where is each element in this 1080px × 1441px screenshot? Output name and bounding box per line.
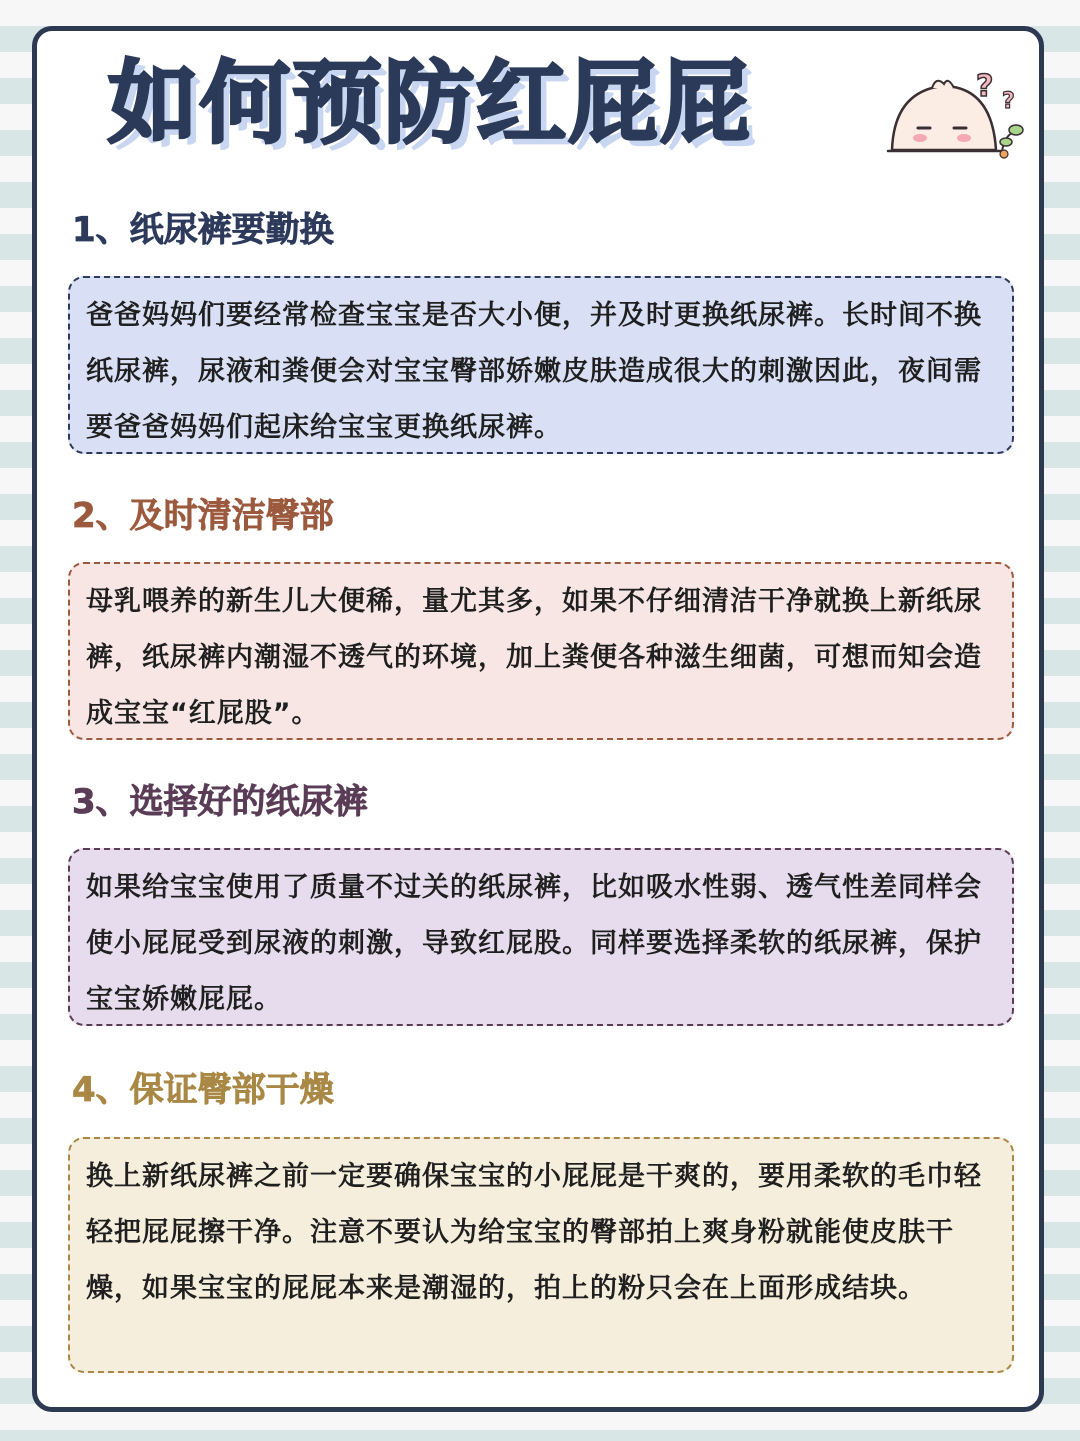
page-title: 如何预防红屁屁: [108, 51, 752, 156]
section-2-body: 母乳喂养的新生儿大便稀，量尤其多，如果不仔细清洁干净就换上新纸尿裤，纸尿裤内潮湿不透气的环境，加上粪便各种滋生细菌，可想而知会造成宝宝“红屁股”。: [86, 586, 982, 729]
section-3-heading: 3、选择好的纸尿裤: [72, 782, 368, 822]
section-4-heading: 4、保证臀部干燥: [72, 1070, 334, 1110]
svg-text:?: ?: [1002, 89, 1015, 114]
section-2-heading: 2、及时清洁臀部: [72, 496, 334, 536]
section-2-box: [68, 562, 1014, 740]
section-1-body: 爸爸妈妈们要经常检查宝宝是否大小便，并及时更换纸尿裤。长时间不换纸尿裤，尿液和粪便会对宝宝臀部娇嫩皮肤造成很大的刺激因此，夜间需要爸爸妈妈们起床给宝宝更换纸尿裤。: [86, 300, 982, 443]
section-1-heading: 1、纸尿裤要勤换: [72, 210, 334, 250]
section-4-body: 换上新纸尿裤之前一定要确保宝宝的小屁屁是干爽的，要用柔软的毛巾轻轻把屁屁擦干净。注意不要认为给宝宝的臀部拍上爽身粉就能使皮肤干燥，如果宝宝的屁屁本来是潮湿的，拍上的粉只会在上面形成结块。: [86, 1161, 982, 1304]
baby-face-question-icon: [884, 62, 1034, 162]
svg-text:?: ?: [976, 69, 994, 104]
section-3-body: 如果给宝宝使用了质量不过关的纸尿裤，比如吸水性弱、透气性差同样会使小屁屁受到尿液的刺激，导致红屁股。同样要选择柔软的纸尿裤，保护宝宝娇嫩屁屁。: [86, 872, 982, 1015]
section-4-box: [68, 1137, 1014, 1373]
section-3-box: [68, 848, 1014, 1026]
section-1-box: [68, 276, 1014, 454]
